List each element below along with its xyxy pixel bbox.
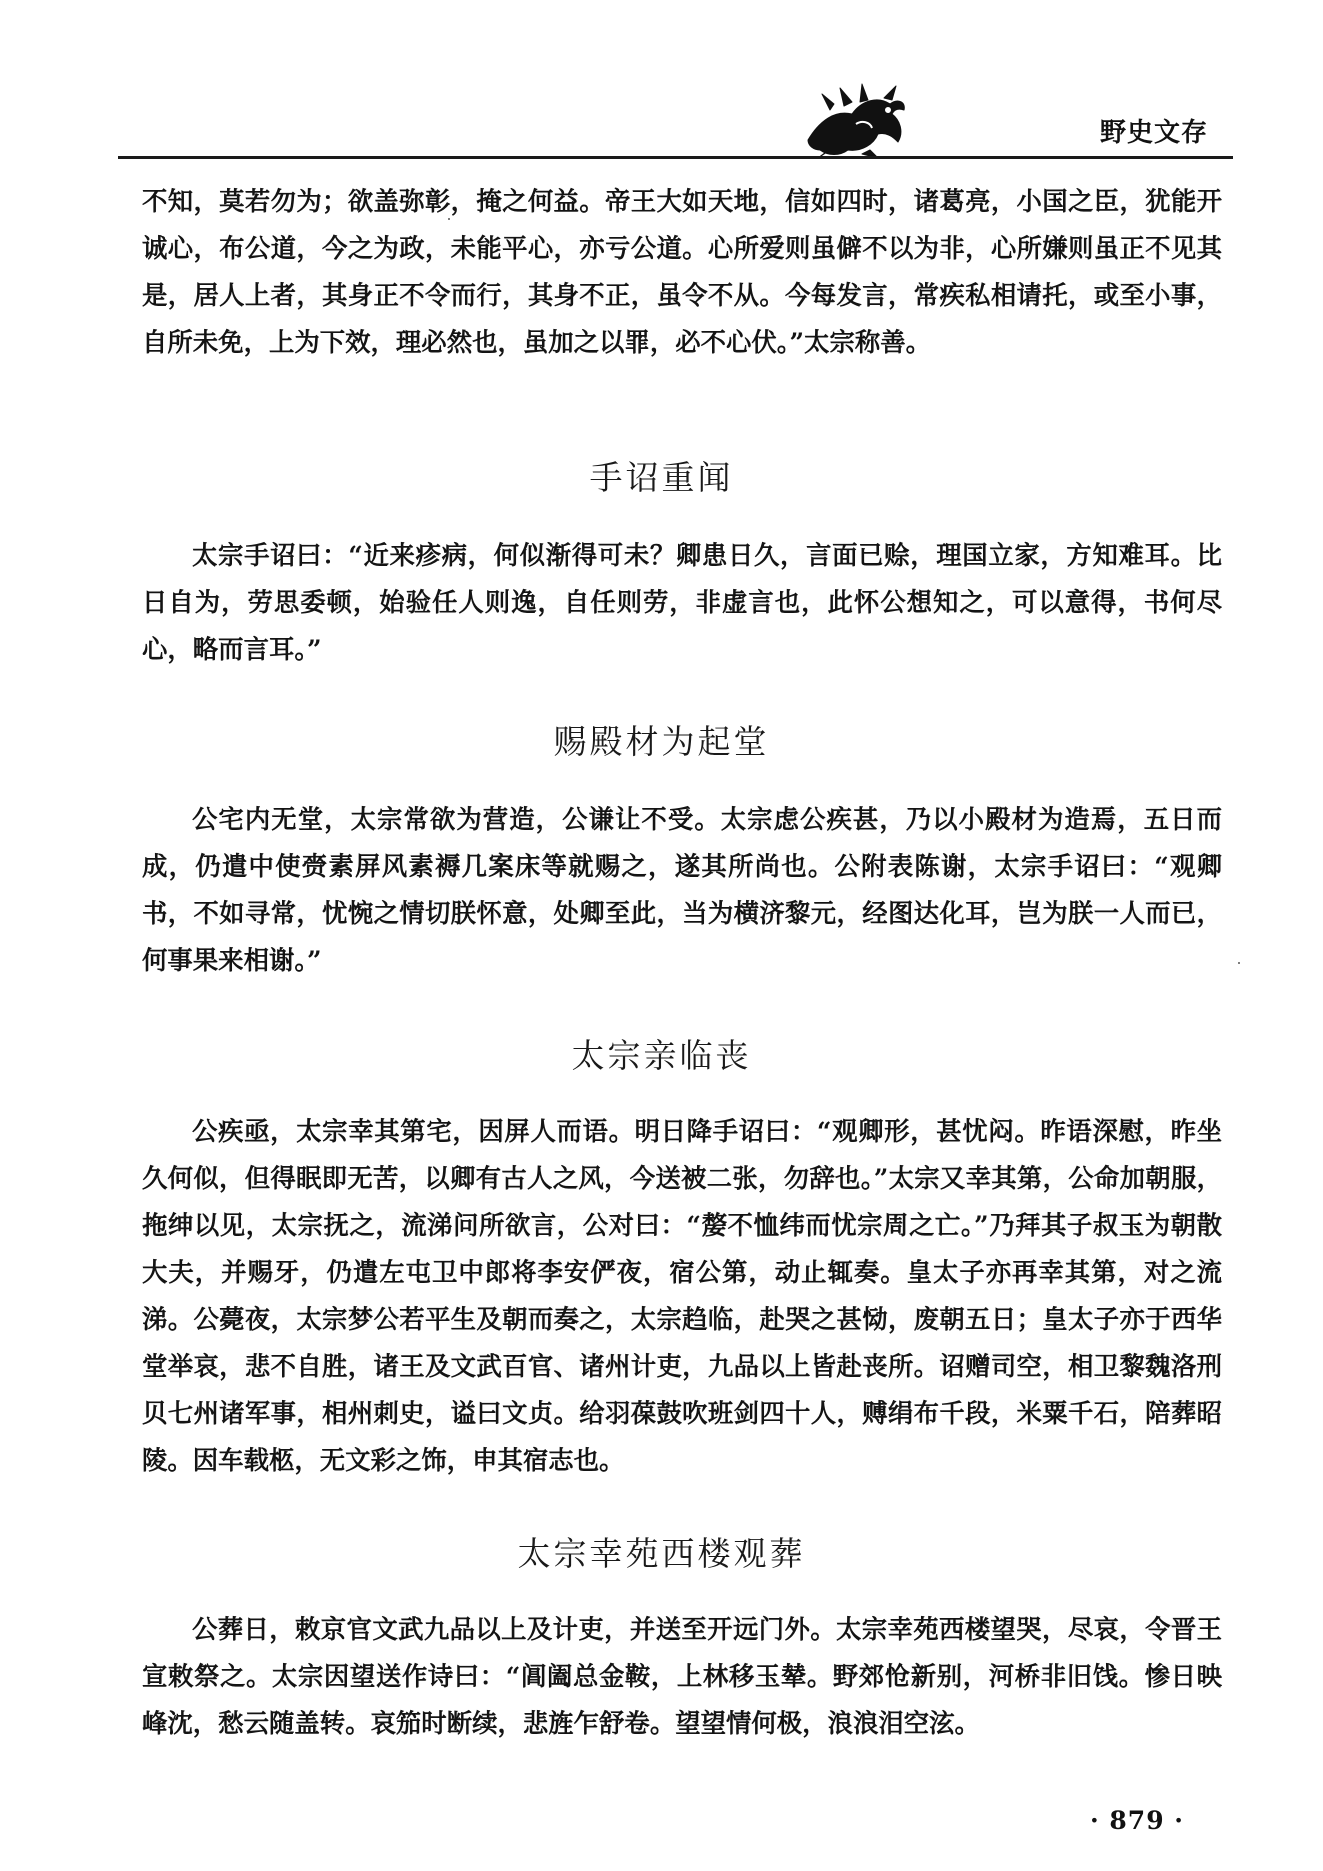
- scan-speck: [1238, 962, 1240, 964]
- section-title-guanzang: 太宗幸苑西楼观葬: [517, 1534, 806, 1573]
- section-title-dianci: 赐殿材为起堂: [553, 722, 770, 761]
- header-rule: [118, 156, 1233, 159]
- section-paragraph-shouzhao: 太宗手诏曰：“近来疹病，何似渐得可未？卿患日久，言面已赊，理国立家，方知难耳。比日自为，劳思委顿，始验任人则逸，自任则劳，非虚言也，此怀公想知之，可以意得，书何尽心，略而言耳。”: [142, 540, 1222, 664]
- section-title-linsang: 太宗亲临丧: [571, 1036, 752, 1075]
- section-paragraph-guanzang: 公葬日，敕京官文武九品以上及计吏，并送至开远门外。太宗幸苑西楼望哭，尽哀，令晋王宣敕祭之。太宗因望送作诗曰：“阊阖总金鞍，上林移玉辇。野郊怆新别，河桥非旧饯。惨日映峰沈，愁云随盖转。哀笳时断续，悲旌乍舒卷。望望情何极，浪浪泪空泫。: [142, 1614, 1222, 1738]
- section-paragraph-linsang: 公疾亟，太宗幸其第宅，因屏人而语。明日降手诏曰：“观卿形，甚忧闷。昨语深慰，昨坐久何似，但得眠即无苦，以卿有古人之风，今送被二张，勿辞也。”太宗又幸其第，公命加朝服，拖绅以见，太宗抚之，流涕问所欲言，公对曰：“嫠不恤纬而忧宗周之亡。”乃拜其子叔玉为朝散大夫，并赐牙，仍遣左屯卫中郎将李安俨夜，宿公第，动止辄奏。皇太子亦再幸其第，对之流涕。公薨夜，太宗梦公若平生及朝而奏之，太宗趋临，赴哭之甚恸，废朝五日；皇太子亦于西华堂举哀，悲不自胜，诸王及文武百官、诸州计吏，九品以上皆赴丧所。诏赠司空，相卫黎魏洛刑贝七州诸军事，相州刺史，谥曰文贞。给羽葆鼓吹班剑四十人，赙绢布千段，米粟千石，陪葬昭陵。因车载柩，无文彩之饰，申其宿志也。: [142, 1116, 1222, 1475]
- dragon-emblem-icon: [800, 80, 910, 158]
- section-title-shouzhao: 手诏重闻: [589, 458, 734, 497]
- scan-speck: [448, 218, 450, 220]
- page-number: · 879 ·: [1090, 1806, 1184, 1835]
- section-paragraph-dianci: 公宅内无堂，太宗常欲为营造，公谦让不受。太宗虑公疾甚，乃以小殿材为造焉，五日而成，仍遣中使赍素屏风素褥几案床等就赐之，遂其所尚也。公附表陈谢，太宗手诏曰：“观卿书，不如寻常，忧惋之情切朕怀意，处卿至此，当为横济黎元，经图达化耳，岂为朕一人而已，何事果来相谢。”: [142, 804, 1222, 975]
- continued-paragraph: 不知，莫若勿为；欲盖弥彰，掩之何益。帝王大如天地，信如四时，诸葛亮，小国之臣，犹能开诚心，布公道，今之为政，未能平心，亦亏公道。心所爱则虽僻不以为非，心所嫌则虽正不见其是，居人上者，其身正不令而行，其身不正，虽令不从。今每发言，常疾私相请托，或至小事，自所未免，上为下效，理必然也，虽加之以罪，必不心伏。”太宗称善。: [142, 186, 1222, 357]
- page-header: [0, 0, 1323, 160]
- series-title: 野史文存: [1100, 118, 1209, 148]
